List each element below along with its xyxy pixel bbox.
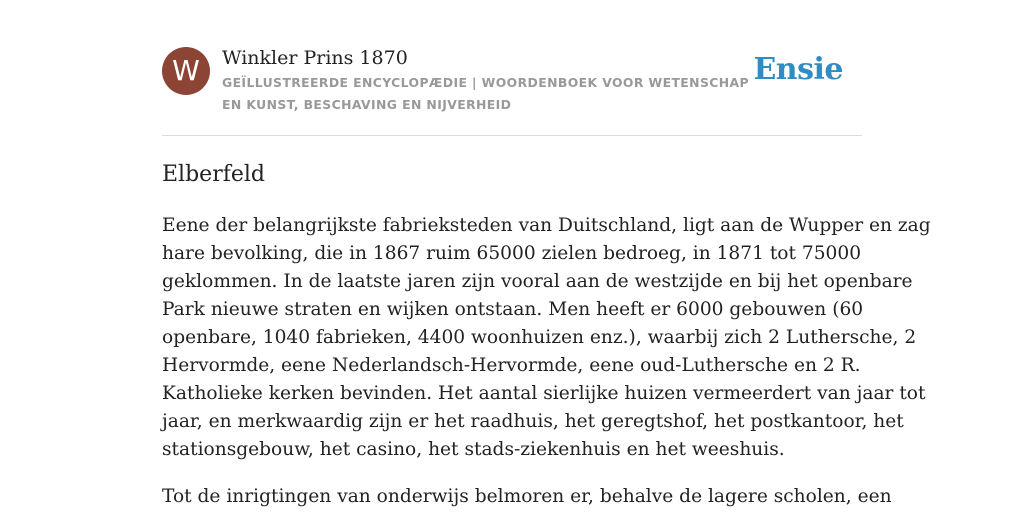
entry-paragraph <box>162 483 892 511</box>
paragraph-line: Hervormde, eene Nederlandsch-Hervormde, eene oud-Luthersche en 2 R. <box>162 355 861 376</box>
entry-title: Elberfeld <box>162 162 265 187</box>
paragraph-line: jaar, en merkwaardig zijn er het raadhuis, het geregtshof, het postkantoor, het <box>162 411 904 432</box>
paragraph-line: Park nieuwe straten en wijken ontstaan. Men heeft er 6000 gebouwen (60 <box>162 299 864 320</box>
entry-content <box>162 158 931 511</box>
paragraph-line: stationsgebouw, het casino, het stads-ziekenhuis en het weeshuis. <box>162 439 785 460</box>
paragraph-line: Tot de inrigtingen van onderwijs belmoren er, behalve de lagere scholen, een <box>162 486 892 507</box>
paragraph-line: geklommen. In de laatste jaren zijn vooral aan de westzijde en bij het openbare <box>162 271 913 292</box>
entry-paragraph <box>162 212 931 464</box>
source-subtitle: GEÏLLUSTREERDE ENCYCLOPÆDIE | WOORDENBOEK VOOR WETENSCHAP EN KUNST, BESCHAVING EN NIJVERHEID <box>222 75 749 112</box>
source-avatar[interactable]: W <box>162 47 210 95</box>
paragraph-line: hare bevolking, die in 1867 ruim 65000 zielen bedroeg, in 1871 tot 75000 <box>162 243 862 264</box>
ensie-logo[interactable]: Ensie <box>753 52 843 87</box>
entry-header <box>162 44 862 136</box>
paragraph-line: openbare, 1040 fabrieken, 4400 woonhuizen enz.), waarbij zich 2 Luthersche, 2 <box>162 327 917 348</box>
paragraph-line: Katholieke kerken bevinden. Het aantal sierlijke huizen vermeerdert van jaar tot <box>162 383 926 404</box>
paragraph-line: Eene der belangrijkste fabrieksteden van Duitschland, ligt aan de Wupper en zag <box>162 215 931 236</box>
source-title[interactable]: Winkler Prins 1870 <box>222 47 408 69</box>
